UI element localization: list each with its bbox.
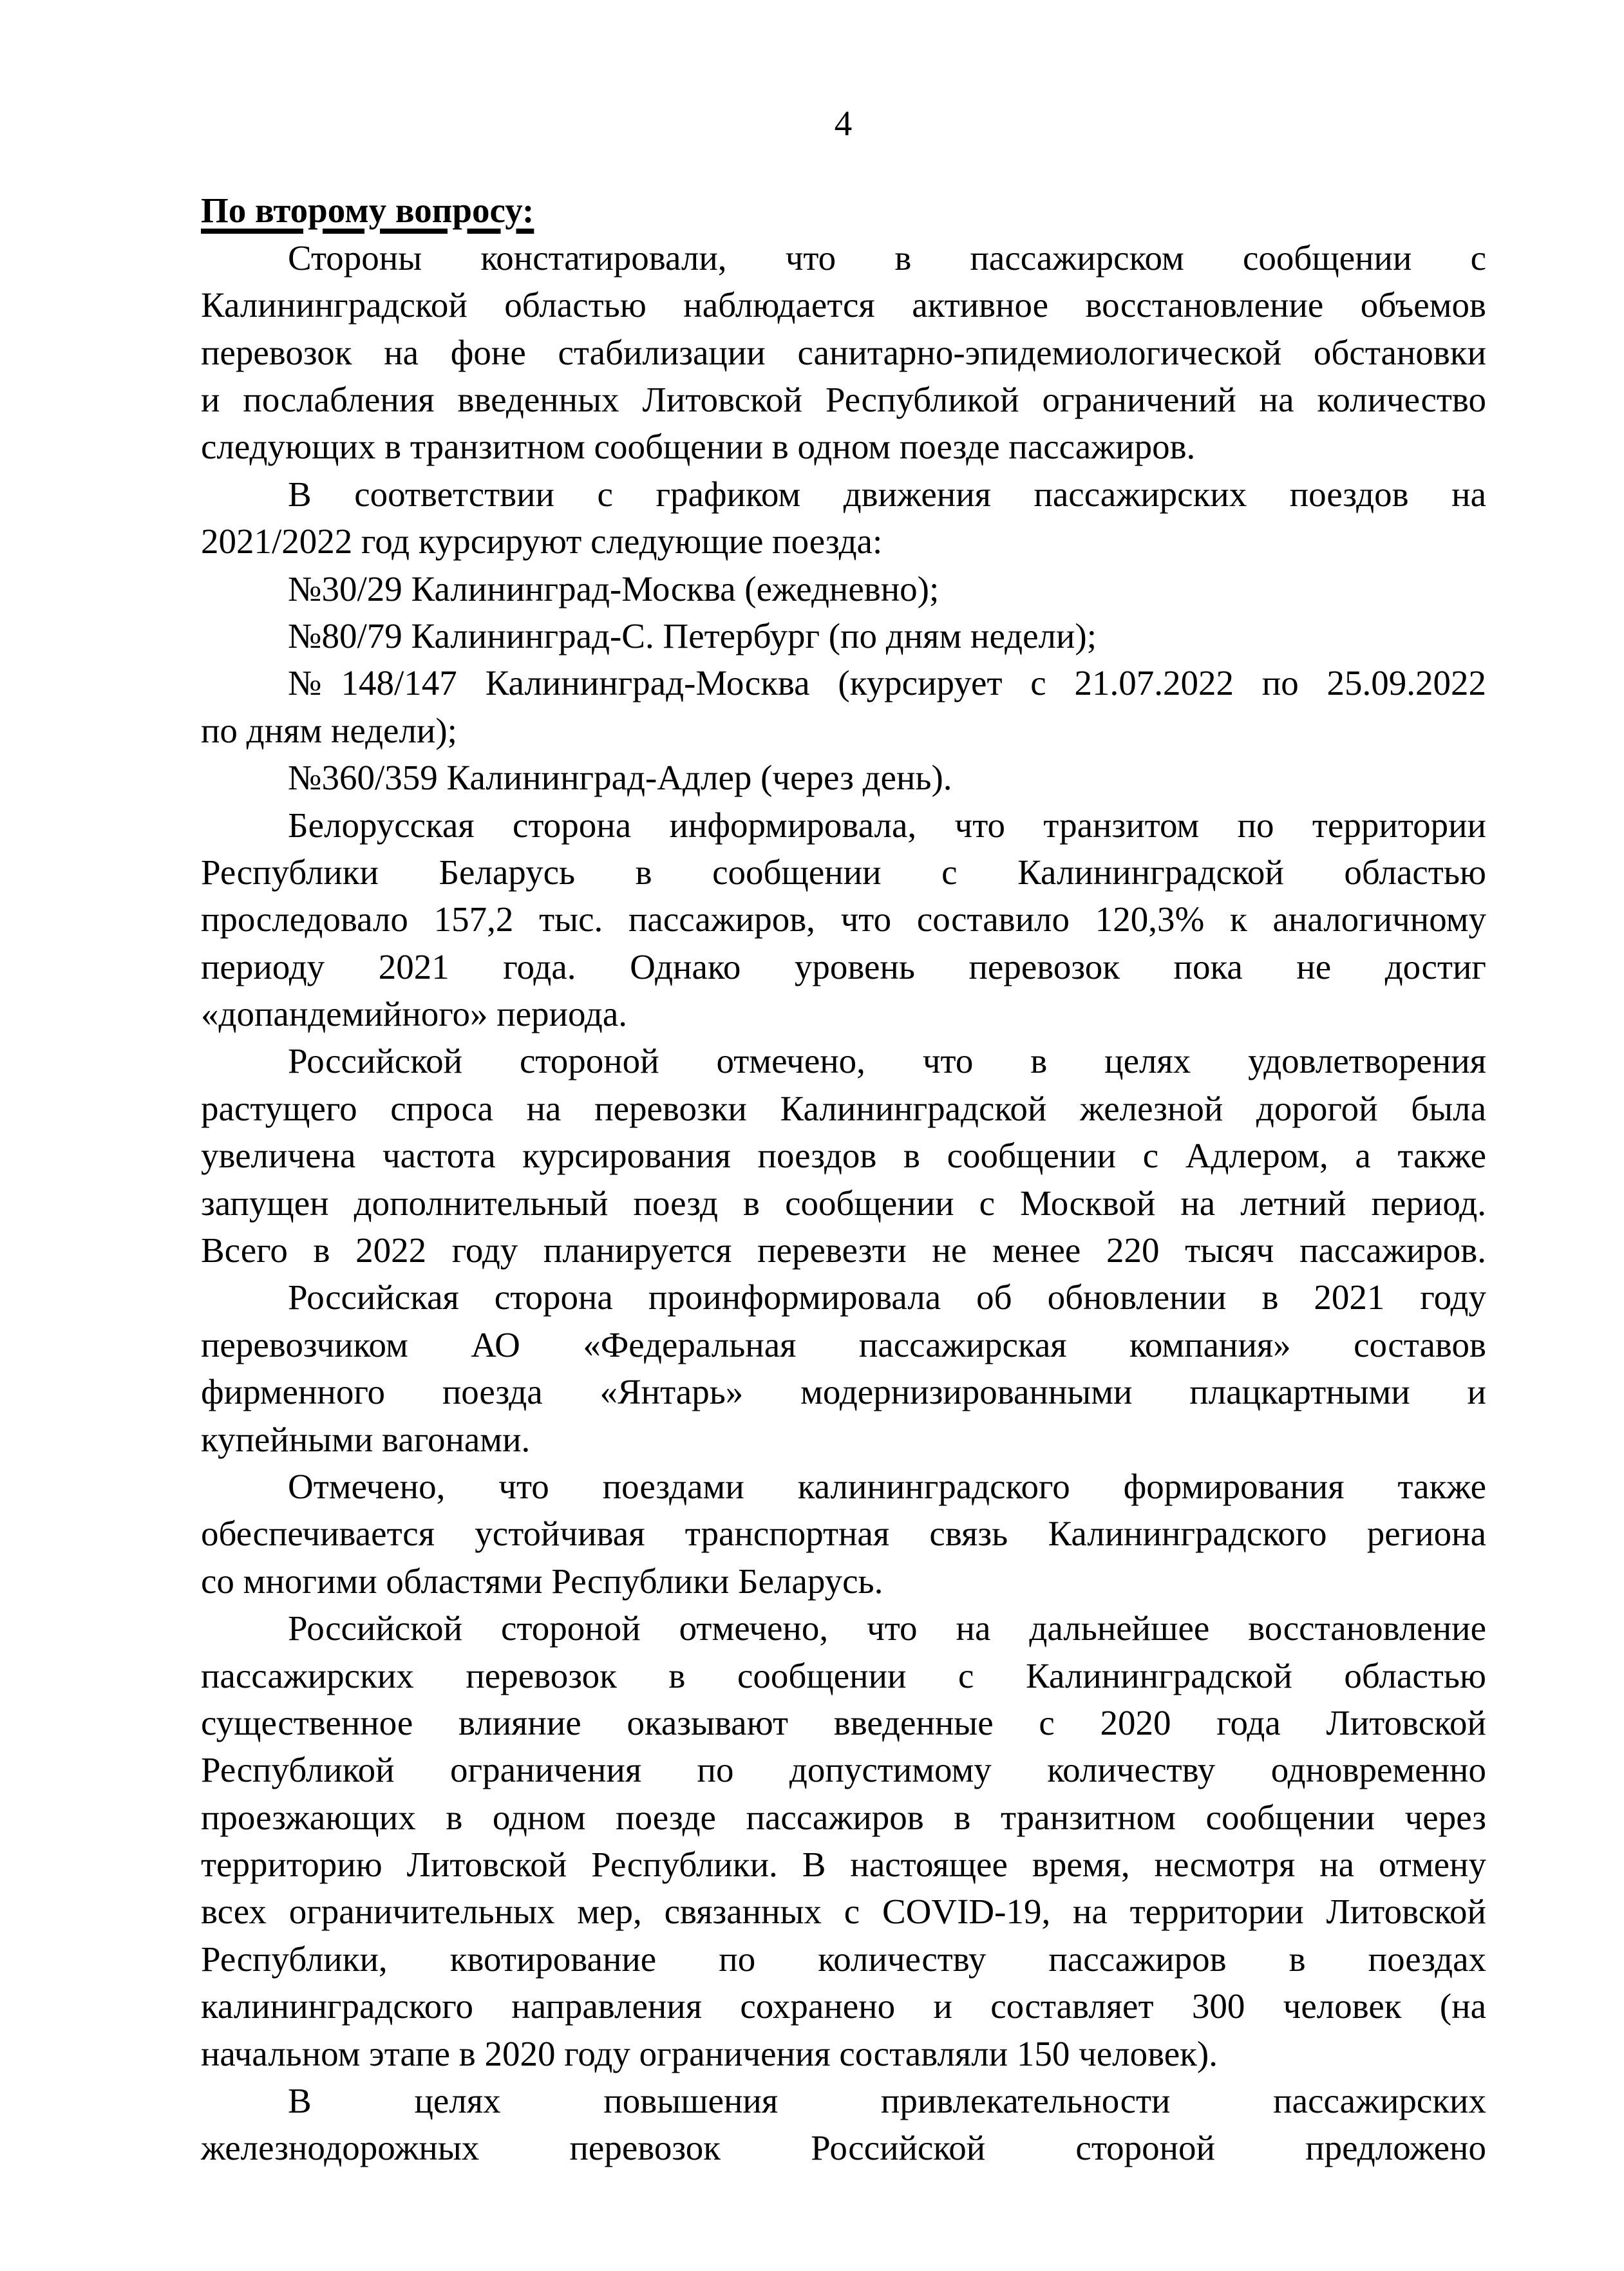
text-line: «допандемийного» периода. bbox=[201, 994, 628, 1034]
text-line: проследовало 157,2 тыс. пассажиров, что составило 120,3% к аналогичному bbox=[201, 900, 1486, 939]
text-line: Российская сторона проинформировала об обновлении в 2021 году bbox=[288, 1277, 1486, 1317]
text-line: Российской стороной отмечено, что на дальнейшее восстановление bbox=[288, 1608, 1486, 1648]
document-body bbox=[201, 234, 1486, 2172]
text-line: начальном этапе в 2020 году ограничения составляли 150 человек). bbox=[201, 2033, 1218, 2073]
text-line: периоду 2021 года. Однако уровень перевозок пока не достиг bbox=[201, 947, 1486, 986]
text-line: со многими областями Республики Беларусь. bbox=[201, 1561, 883, 1601]
text-line: Белорусская сторона информировала, что транзитом по территории bbox=[288, 805, 1486, 845]
text-line: Отмечено, что поездами калининградского формирования также bbox=[288, 1466, 1486, 1506]
text-line: В соответствии с графиком движения пассажирских поездов на bbox=[288, 474, 1486, 514]
text-line: Республики, квотирование по количеству пассажиров в поездах bbox=[201, 1939, 1486, 1979]
text-line: перевозок на фоне стабилизации санитарно-эпидемиологической обстановки bbox=[201, 332, 1486, 372]
text-line: по дням недели); bbox=[201, 710, 457, 750]
text-line: запущен дополнительный поезд в сообщении с Москвой на летний период. bbox=[201, 1183, 1486, 1223]
text-line: Калининградской областью наблюдается активное восстановление объемов bbox=[201, 285, 1486, 325]
text-line: №360/359 Калининград-Адлер (через день). bbox=[288, 758, 952, 798]
section-heading-text: По второму вопросу: bbox=[201, 191, 534, 231]
text-line: №30/29 Калининград-Москва (ежедневно); bbox=[288, 569, 939, 608]
text-line: Республики Беларусь в сообщении с Калининградской областью bbox=[201, 852, 1486, 892]
text-line: 2021/2022 год курсируют следующие поезда: bbox=[201, 522, 883, 561]
text-line: Республикой ограничения по допустимому количеству одновременно bbox=[201, 1750, 1486, 1790]
text-line: растущего спроса на перевозки Калининградской железной дорогой была bbox=[201, 1088, 1486, 1128]
document-content bbox=[201, 100, 1486, 2172]
text-line: обеспечивается устойчивая транспортная связь Калининградского региона bbox=[201, 1514, 1486, 1554]
text-line: Стороны констатировали, что в пассажирском сообщении с bbox=[288, 238, 1486, 278]
text-line: территорию Литовской Республики. В настоящее время, несмотря на отмену bbox=[201, 1845, 1486, 1885]
text-line: №80/79 Калининград-С. Петербург (по дням недели); bbox=[288, 616, 1097, 655]
text-line: следующих в транзитном сообщении в одном поезде пассажиров. bbox=[201, 427, 1196, 467]
text-line: существенное влияние оказывают введенные с 2020 года Литовской bbox=[201, 1702, 1486, 1742]
text-line: калининградского направления сохранено и составляет 300 человек (на bbox=[201, 1986, 1486, 2026]
text-line: Всего в 2022 году планируется перевезти не менее 220 тысяч пассажиров. bbox=[201, 1230, 1486, 1270]
text-line: и послабления введенных Литовской Республикой ограничений на количество bbox=[201, 379, 1486, 419]
text-line: Российской стороной отмечено, что в целях удовлетворения bbox=[288, 1041, 1486, 1081]
text-line: В целях повышения привлекательности пассажирских bbox=[288, 2081, 1486, 2121]
text-line: №148/147 Калининград-Москва (курсирует с 21.07.2022 по 25.09.2022 bbox=[288, 663, 1486, 703]
text-line: всех ограничительных мер, связанных с COVID-19, на территории Литовской bbox=[201, 1892, 1486, 1932]
text-line: увеличена частота курсирования поездов в сообщении с Адлером, а также bbox=[201, 1136, 1486, 1176]
text-line: перевозчиком АО «Федеральная пассажирская компания» составов bbox=[201, 1324, 1486, 1364]
text-line: пассажирских перевозок в сообщении с Калининградской областью bbox=[201, 1655, 1486, 1695]
text-line: купейными вагонами. bbox=[201, 1419, 531, 1459]
text-line: проезжающих в одном поезде пассажиров в транзитном сообщении через bbox=[201, 1797, 1486, 1837]
section-heading bbox=[201, 187, 1486, 234]
text-line: фирменного поезда «Янтарь» модернизированными плацкартными и bbox=[201, 1372, 1486, 1412]
text-line: железнодорожных перевозок Российской стороной предложено bbox=[201, 2128, 1486, 2168]
page-number: 4 bbox=[834, 104, 853, 143]
